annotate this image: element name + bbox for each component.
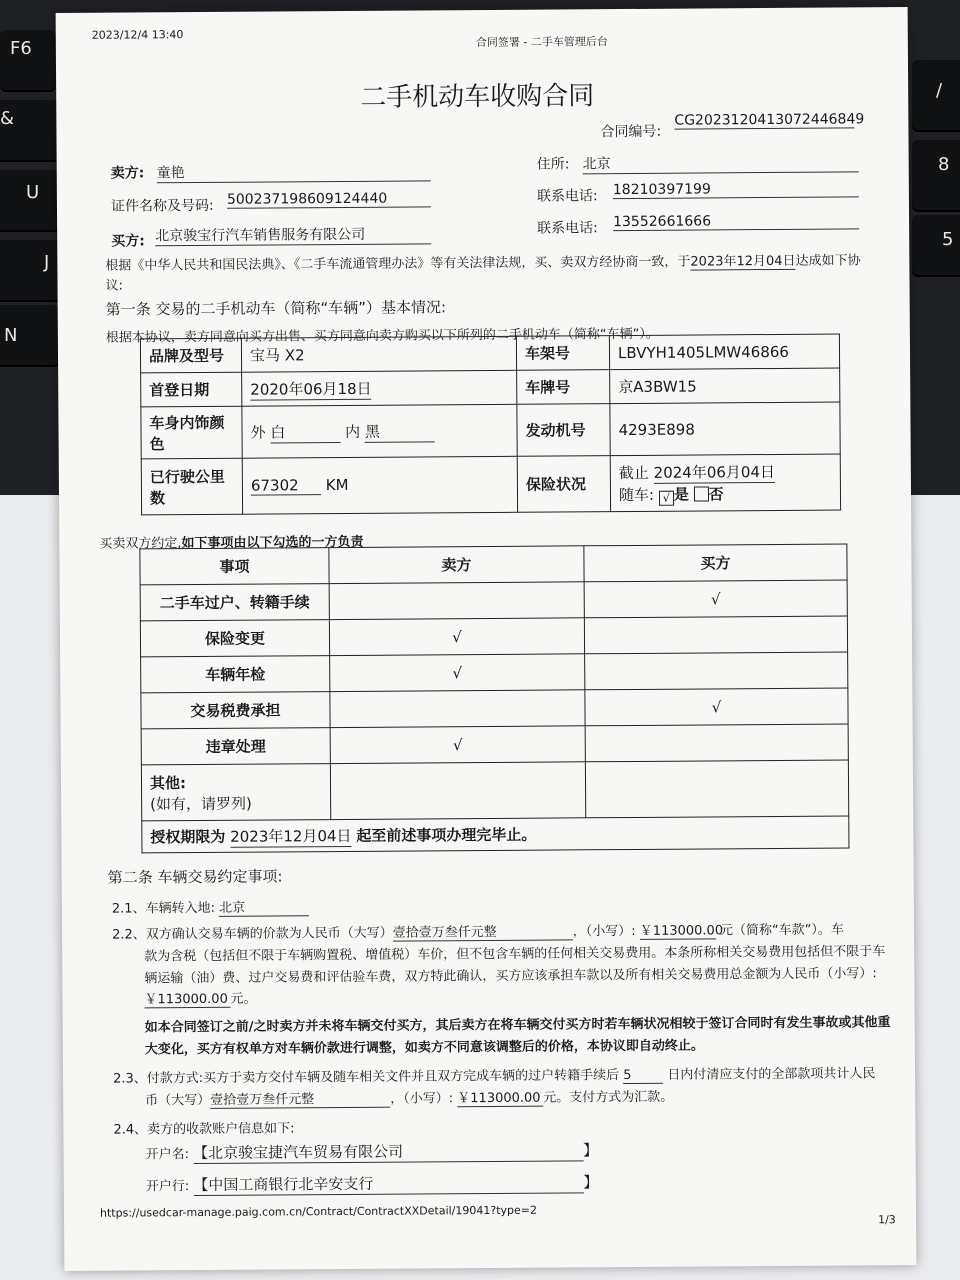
- brand-value: 宝马 X2: [241, 336, 516, 372]
- reg-date-label: 首登日期: [141, 372, 242, 407]
- insurance-until: 2024年06月04日: [653, 462, 776, 482]
- duties-header-seller: 卖方: [329, 546, 584, 584]
- article-2-title: 第二条 车辆交易约定事项:: [107, 867, 283, 887]
- duty-row: [141, 724, 848, 765]
- seller-phone-label: 联系电话:: [536, 188, 598, 205]
- duty-item: 车辆年检: [141, 656, 330, 693]
- vehicle-info-table: [140, 334, 841, 516]
- key-label: 8: [938, 154, 950, 175]
- clause-2-4: 2.4、卖方的收款账户信息如下:: [113, 1121, 295, 1138]
- duties-intro: 买卖双方约定,如下事项由以下勾选的一方负责: [99, 534, 364, 552]
- clause-2-1: 2.1、车辆转入地: 北京: [112, 896, 309, 917]
- agreement-date: 2023年12月04日: [690, 250, 795, 271]
- buyer-name: 北京骏宝行汽车销售服务有限公司: [155, 223, 431, 246]
- key-label: U: [26, 182, 40, 203]
- with-car-label: 随车:: [618, 485, 655, 504]
- pay-days: 5: [623, 1068, 663, 1084]
- print-page-number: 1/3: [878, 1213, 896, 1227]
- key-slash[interactable]: [912, 60, 960, 130]
- seller-phone: 18210397199: [613, 180, 859, 199]
- duty-seller-mark[interactable]: √: [330, 654, 585, 692]
- engine-value: 4293E898: [610, 402, 840, 456]
- article-1-title: 第一条 交易的二手机动车（简称“车辆”）基本情况:: [105, 298, 447, 319]
- duty-seller-mark[interactable]: √: [330, 726, 585, 764]
- total-amount: ￥113000.00: [144, 988, 230, 1009]
- color-label: 车身内饰颜色: [141, 406, 242, 459]
- int-color: 黑: [365, 420, 435, 442]
- duty-item: 保险变更: [140, 620, 329, 657]
- ext-color: 白: [270, 421, 340, 443]
- duty-buyer-mark[interactable]: [585, 724, 848, 762]
- address-label: 住所:: [536, 156, 570, 173]
- clause-2-2-line1: 2.2、双方确认交易车辆的价款为人民币（大写）壹拾壹万叁仟元整 ，（小写）: ￥113000.00 元（简称“车款”）。车: [112, 919, 844, 944]
- id-number: 500237198609124440: [227, 190, 431, 208]
- key-label: N: [4, 325, 18, 346]
- basis-text: 根据《中华人民共和国民法典》、《二手车流通管理办法》等有关法律法规，买、卖双方经协商一致，于2023年12月04日达成如下协: [105, 249, 860, 274]
- duty-row: [140, 580, 847, 621]
- adjustment-clause-line1: 如本合同签订之前/之时卖方并未将车辆交付买方，其后卖方在将车辆交付买方时若车辆状况相较于签订合同时有发生事故或其他重: [144, 1015, 891, 1036]
- bank-label: 开户行:: [145, 1179, 190, 1195]
- buyer-label: 买方:: [111, 233, 145, 250]
- duty-buyer-mark[interactable]: [584, 616, 847, 654]
- plate-value: 京A3BW15: [610, 368, 840, 404]
- engine-label: 发动机号: [517, 404, 610, 457]
- other-buyer[interactable]: [585, 760, 848, 818]
- plate-label: 车牌号: [517, 370, 610, 405]
- insurance-until-prefix: 截止: [618, 463, 649, 482]
- price-lower: ￥113000.00: [640, 919, 716, 940]
- contract-no-label: 合同编号:: [600, 123, 662, 141]
- key-label: /: [936, 80, 943, 101]
- key-label: 5: [942, 229, 954, 250]
- auth-suffix: 起至前述事项办理完毕止。: [356, 825, 537, 845]
- ext-prefix: 外: [250, 423, 266, 442]
- account-holder-row: 开户名: 【北京骏宝捷汽车贸易有限公司 】: [145, 1141, 599, 1163]
- clause-2-2-line3: 辆运输（油）费、过户交易费和评估验车费，双方特此确认，买方应该承担车款以及所有相关交易费用总金额为人民币（小写）:: [144, 966, 877, 987]
- bank-field: 【中国工商银行北辛安支行: [193, 1171, 583, 1196]
- transfer-city: 北京: [219, 896, 309, 917]
- auth-label: 授权期限为: [150, 827, 226, 846]
- buyer-phone: 13552661666: [613, 212, 859, 231]
- other-label: 其他:: [149, 773, 187, 792]
- bank-row: 开户行: 【中国工商银行北辛安支行 】: [145, 1173, 599, 1195]
- key-label: &: [0, 108, 15, 129]
- buyer-phone-label: 联系电话:: [537, 220, 598, 237]
- key-5[interactable]: [912, 215, 960, 275]
- vin-label: 车架号: [516, 336, 609, 371]
- price-upper: 壹拾壹万叁仟元整: [393, 920, 573, 941]
- mileage-cell: [242, 456, 517, 514]
- key-8[interactable]: [912, 140, 960, 210]
- duty-item: 违章处理: [141, 728, 330, 765]
- duty-item: 二手车过户、转籍手续: [140, 584, 329, 621]
- duty-row: [141, 652, 848, 693]
- yes-checkbox[interactable]: √: [659, 490, 674, 505]
- duty-item: 交易税费承担: [141, 692, 330, 729]
- duties-table: [139, 543, 849, 853]
- article-1-intro: 根据本协议，卖方同意向买方出售、买方同意向卖方购买以下所列的二手机动车（简称“车辆”）。: [105, 326, 659, 346]
- yes-label: 是: [673, 485, 689, 504]
- duty-buyer-mark[interactable]: √: [585, 688, 848, 726]
- seller-label: 卖方:: [110, 165, 145, 182]
- no-checkbox[interactable]: [694, 486, 709, 501]
- clause-2-2-line2: 款为含税（包括但不限于车辆购置税、增值税）车价，但不包含车辆的任何相关交易费用。本条所称相关交易费用包括但不限于车: [144, 944, 886, 965]
- auth-date: 2023年12月04日: [230, 826, 352, 846]
- mileage-value: 67302: [251, 476, 321, 495]
- account-holder: 北京骏宝捷汽车贸易有限公司: [208, 1142, 404, 1162]
- key-f6[interactable]: [0, 30, 56, 90]
- other-hint: (如有，请罗列): [150, 794, 252, 813]
- no-label: 否: [708, 484, 724, 503]
- duty-buyer-mark[interactable]: √: [584, 580, 847, 618]
- mileage-unit: KM: [325, 475, 349, 495]
- int-prefix: 内: [345, 422, 361, 441]
- key-label: F6: [10, 38, 32, 59]
- insurance-cell: [610, 454, 840, 512]
- duties-header-buyer: 买方: [584, 544, 847, 582]
- adjustment-clause-line2: 大变化，买方有权单方对车辆价款进行调整，如卖方不同意该调整后的价格，本协议即自动终止。: [144, 1038, 704, 1058]
- key-n[interactable]: [0, 305, 60, 365]
- brand-label: 品牌及型号: [140, 338, 241, 373]
- duty-seller-mark[interactable]: [329, 582, 584, 620]
- clause-2-3-line1: 2.3、付款方式:买方于卖方交付车辆及随车相关文件并且双方完成车辆的过户转籍手续后 5 日内付清应支付的全部款项共计人民: [113, 1066, 876, 1087]
- key-7[interactable]: [0, 100, 60, 160]
- other-cell: [141, 764, 330, 821]
- id-label: 证件名称及号码:: [110, 197, 214, 215]
- color-cell: [242, 404, 517, 458]
- reg-date-value: 2020年06月18日: [250, 379, 372, 399]
- duty-row: [141, 688, 848, 729]
- seller-name: 童艳: [157, 160, 431, 183]
- clause-2-2-line4: ￥113000.00 元。: [144, 988, 256, 1009]
- print-timestamp: 2023/12/4 13:40: [91, 28, 184, 42]
- address-value: 北京: [583, 151, 859, 174]
- duty-seller-mark[interactable]: [330, 690, 585, 728]
- auth-period-cell: [142, 816, 849, 853]
- contract-no: CG2023120413072446849: [674, 111, 865, 129]
- duty-row-other: [141, 760, 848, 821]
- payment-upper: 壹拾壹万叁仟元整: [210, 1088, 390, 1109]
- insurance-label: 保险状况: [517, 456, 610, 513]
- bank-name: 中国工商银行北辛安支行: [208, 1174, 374, 1194]
- other-seller[interactable]: [330, 762, 585, 820]
- duty-seller-mark[interactable]: √: [329, 618, 584, 656]
- mileage-label: 已行驶公里数: [141, 458, 242, 515]
- vin-value: LBVYH1405LMW46866: [609, 334, 839, 370]
- basis-text-cont: 议:: [105, 278, 123, 294]
- print-page-title: 合同签署 - 二手车管理后台: [475, 35, 608, 50]
- payment-lower: ￥113000.00: [457, 1087, 543, 1108]
- duty-buyer-mark[interactable]: [585, 652, 848, 690]
- contract-title: 二手机动车收购合同: [360, 81, 595, 113]
- contract-page: [56, 7, 917, 1271]
- clause-2-3-line2: 币（大写）壹拾壹万叁仟元整 ，（小写）: ￥113000.00 元。支付方式为汇款。: [145, 1086, 673, 1110]
- account-holder-label: 开户名:: [145, 1147, 190, 1163]
- account-holder-field: 【北京骏宝捷汽车贸易有限公司: [193, 1139, 583, 1164]
- print-url: https://usedcar-manage.paig.com.cn/Contract/ContractXXDetail/19041?type=2: [99, 1203, 538, 1220]
- reg-date-cell: [242, 370, 517, 406]
- duties-header-item: 事项: [140, 548, 329, 585]
- key-label: J: [44, 252, 50, 273]
- duty-row: [140, 616, 847, 657]
